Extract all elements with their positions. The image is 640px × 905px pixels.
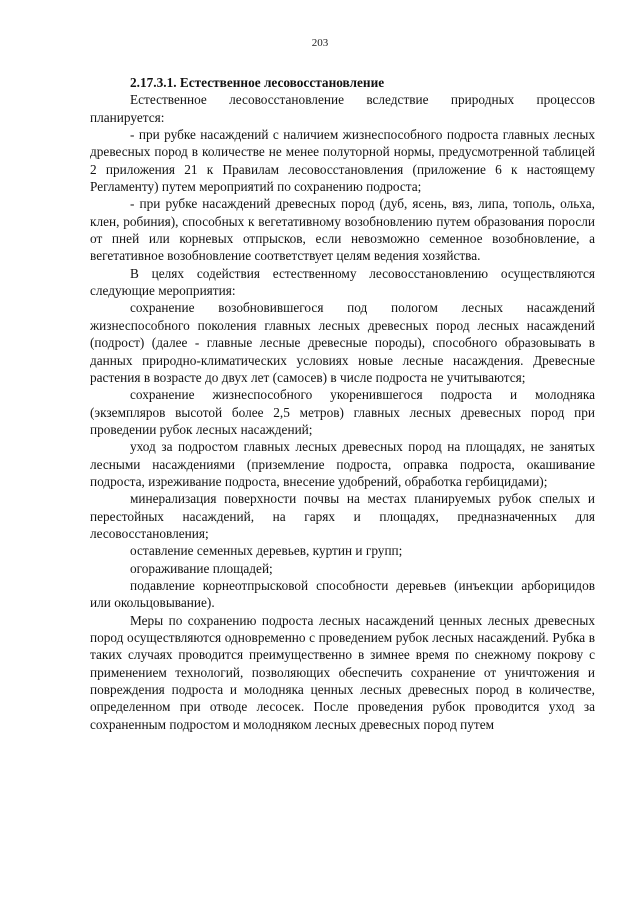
paragraph-preservation-measures: Меры по сохранению подроста лесных насаждений ценных лесных древесных пород осуществляются одновременно с проведением рубок лесных насаждений. Рубка в таких случаях проводится преимущественно в зимнее время по снежному покрову с применением технологий, позволяющих обеспечить сохранение от уничтожения и повреждения подроста и молодняка ценных лесных древесных пород в количестве, определенном при отводе лесосек. После проведения рубок проводится уход за сохраненным подростом и молодняком лесных древесных пород путем	[90, 612, 595, 732]
paragraph-measures-intro: В целях содействия естественному лесовосстановлению осуществляются следующие мероприятия:	[90, 265, 595, 299]
paragraph-measure-preservation: сохранение возобновившегося под пологом лесных насаждений жизнеспособного поколения главных лесных древесных пород лесных насаждений (подрост) (далее - главные лесные древесные породы), способного образовывать в данных природно-климатических условиях новые лесные насаждения. Древесные растения в возрасте до двух лет (самосев) в числе подроста не учитываются;	[90, 300, 595, 385]
paragraph-case-undergrowth: - при рубке насаждений с наличием жизнеспособного подроста главных лесных древесных пород в количестве не менее полуторной нормы, предусмотренной таблицей 2 приложения 21 к Правилам лесовосстановления (приложение 6 к настоящему Регламенту) путем мероприятий по сохранению подроста;	[90, 127, 595, 195]
paragraph-intro: Естественное лесовосстановление вследствие природных процессов планируется:	[90, 92, 595, 125]
paragraph-measure-rooted-undergrowth: сохранение жизнеспособного укоренившегося подроста и молодняка (экземпляров высотой более 2,5 метров) главных лесных древесных пород при проведении рубок лесных насаждений;	[90, 387, 595, 437]
paragraph-measure-suppression: подавление корнеотпрысковой способности деревьев (инъекции арборицидов или окольцовывание).	[90, 577, 595, 611]
paragraph-case-vegetative: - при рубке насаждений древесных пород (дуб, ясень, вяз, липа, тополь, ольха, клен, робиния), способных к вегетативному возобновлению путем образования поросли от пней или корневых отпрысков, если невозможно семенное возобновление, а вегетативное возобновление соответствует целям ведения хозяйства.	[90, 196, 595, 264]
paragraph-measure-fencing: огораживание площадей;	[130, 560, 273, 576]
document-body	[90, 74, 595, 733]
paragraph-measure-mineralization: минерализация поверхности почвы на местах планируемых рубок спелых и перестойных насаждений, на гарях и площадях, предназначенных для лесовосстановления;	[90, 491, 595, 541]
page-number: 203	[311, 37, 329, 49]
paragraph-measure-care: уход за подростом главных лесных древесных пород на площадях, не занятых лесными насаждениями (приземление подроста, оправка подроста, окашивание подроста, изреживание подроста, внесение удобрений, обработка гербицидами);	[90, 439, 595, 489]
paragraph-measure-seed-trees: оставление семенных деревьев, куртин и групп;	[130, 543, 403, 559]
section-heading: 2.17.3.1. Естественное лесовосстановление	[130, 75, 385, 90]
